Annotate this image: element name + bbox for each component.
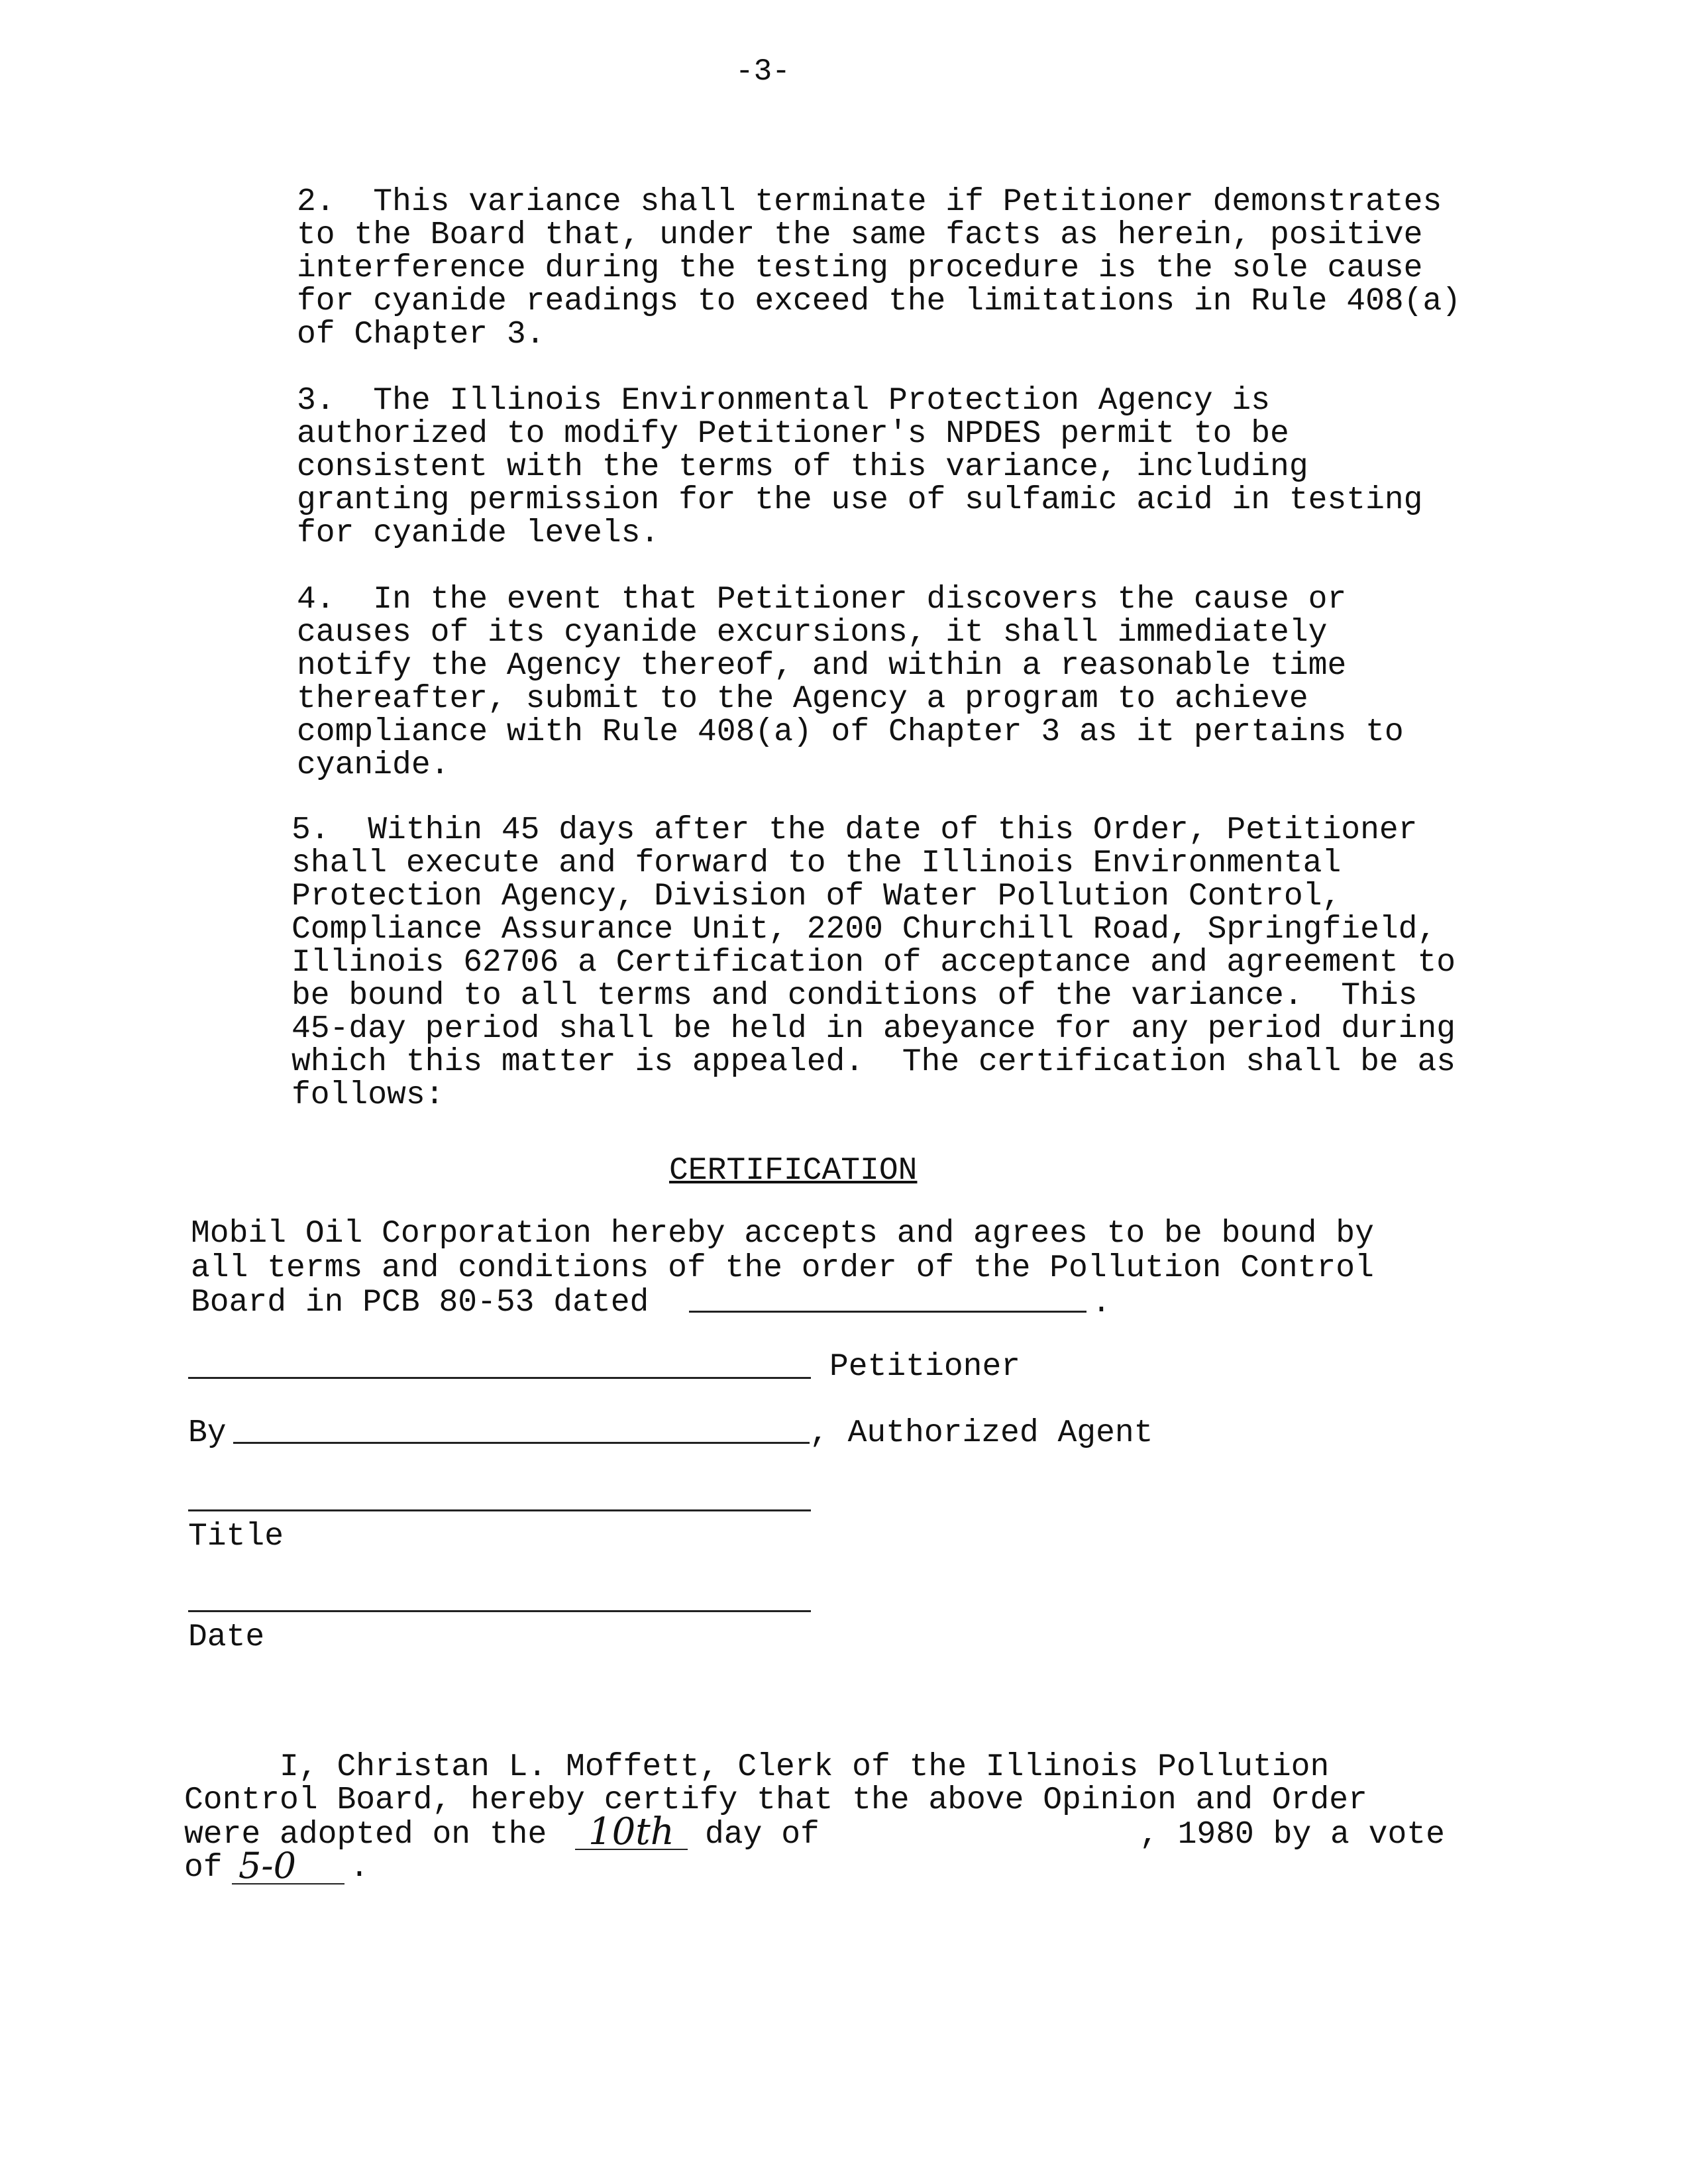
date-label: Date [188,1619,265,1655]
authorized-agent-label: , Authorized Agent [810,1415,1153,1451]
dated-period: . [1092,1285,1111,1321]
clerk-statement-line-4a: of [184,1850,223,1886]
clerk-statement-line-4b: . [350,1850,369,1886]
by-label: By [188,1415,227,1451]
title-line [188,1509,811,1511]
page-number: -3- [735,54,790,89]
agent-signature-line [233,1442,810,1444]
paragraph-5: 5. Within 45 days after the date of this Order, Petitioner shall execute and forward to the Illinois Environmental Protection Agency, Division of Water Pollution Control, Compliance Assurance Unit, 2200 Churchill Road, Springfield, Illinois 62706 a Certification of acceptance and agreement to be bound to all terms and conditions of the variance. This 45-day period shall be held in abeyance for any period during which this matter is appealed. The certification shall be as follows: [292,812,1456,1113]
date-line [188,1610,811,1612]
paragraph-2: 2. This variance shall terminate if Petitioner demonstrates to the Board that, under the same facts as herein, positive interference during the testing procedure is the sole cause for cyanide readings to exceed the limitations in Rule 408(a) of Chapter 3. [297,184,1461,353]
clerk-statement-line-2: Control Board, hereby certify that the above Opinion and Order [184,1782,1367,1818]
handwritten-day: 10th [588,1810,674,1853]
clerk-statement-line-3b: day of [705,1817,820,1853]
dated-blank-line [689,1311,1086,1313]
certification-body: Mobil Oil Corporation hereby accepts and agrees to be bound by all terms and conditions of the order of the Pollution Control Board in PCB 80-53 dated [191,1216,1374,1321]
certification-heading: CERTIFICATION [669,1153,918,1189]
paragraph-4: 4. In the event that Petitioner discovers the cause or causes of its cyanide excursions, it shall immediately notify the Agency thereof, and within a reasonable time thereafter, submit to the Agency a program to achieve compliance with Rule 408(a) of Chapter 3 as it pertains to cyanide. [297,582,1404,783]
clerk-statement-line-1: I, Christan L. Moffett, Clerk of the Illinois Pollution [184,1749,1330,1785]
clerk-statement-line-3a: were adopted on the [184,1817,547,1853]
petitioner-label: Petitioner [829,1349,1021,1385]
title-label: Title [188,1519,284,1555]
paragraph-3: 3. The Illinois Environmental Protection Agency is authorized to modify Petitioner's NPDES permit to be consistent with the terms of this variance, including granting permission for the use of sulfamic acid in testing for cyanide levels. [297,383,1423,551]
petitioner-signature-line [188,1377,811,1379]
day-blank-line [575,1849,688,1850]
handwritten-vote: 5-0 [238,1845,296,1886]
clerk-statement-line-3c: , 1980 by a vote [1140,1817,1445,1853]
vote-blank-line [232,1883,344,1884]
